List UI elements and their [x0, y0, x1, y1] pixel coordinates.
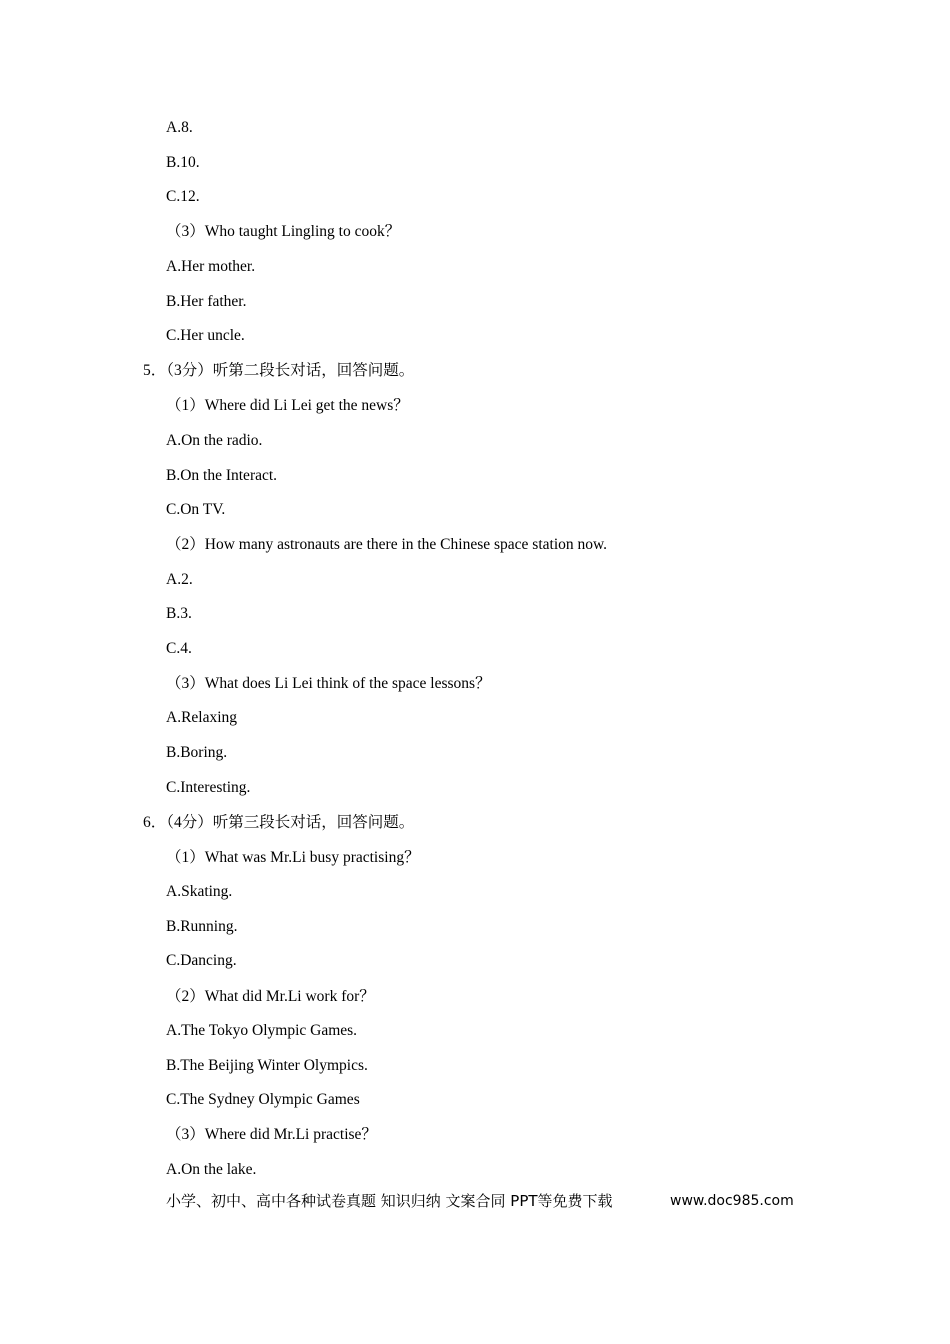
option-b: B.The Beijing Winter Olympics. [166, 1057, 368, 1074]
sub-question: （3）Who taught Lingling to cook？ [166, 223, 401, 240]
sub-question: （1）What was Mr.Li busy practising？ [166, 849, 420, 866]
option-b: B.On the Interact. [166, 467, 278, 484]
sub-question: （3）What does Li Lei think of the space lessons？ [166, 675, 491, 692]
option-a: A.Relaxing [166, 709, 238, 726]
page-footer [166, 1190, 806, 1212]
option-a: A.Her mother. [166, 258, 256, 275]
option-a: A.The Tokyo Olympic Games. [166, 1022, 358, 1039]
option-b: B.Running. [166, 918, 238, 935]
option-b: B.10. [166, 154, 200, 171]
option-a: A.On the radio. [166, 432, 263, 449]
option-b: B.3. [166, 605, 192, 622]
sub-question: （2）What did Mr.Li work for？ [166, 988, 375, 1005]
sub-question: （2）How many astronauts are there in the Chinese space station now. [166, 536, 608, 553]
option-a: A.On the lake. [166, 1161, 257, 1178]
footer-link[interactable]: www.doc985.com [670, 1193, 794, 1209]
option-c: C.The Sydney Olympic Games [166, 1091, 360, 1108]
option-a: A.2. [166, 571, 193, 588]
option-c: C.Dancing. [166, 952, 237, 969]
option-a: A.Skating. [166, 883, 233, 900]
footer-text: 小学、初中、高中各种试卷真题 知识归纳 文案合同 PPT等免费下载 [166, 1192, 613, 1210]
option-c: C.On TV. [166, 501, 226, 518]
option-b: B.Boring. [166, 744, 228, 761]
option-a: A.8. [166, 119, 193, 136]
option-c: C.12. [166, 188, 200, 205]
sub-question: （1）Where did Li Lei get the news？ [166, 397, 409, 414]
option-c: C.4. [166, 640, 192, 657]
option-b: B.Her father. [166, 293, 247, 310]
question-heading: 6．（4分）听第三段长对话，回答问题。 [143, 814, 415, 831]
option-c: C.Her uncle. [166, 327, 245, 344]
question-heading: 5．（3分）听第二段长对话，回答问题。 [143, 362, 415, 379]
option-c: C.Interesting. [166, 779, 251, 796]
sub-question: （3）Where did Mr.Li practise？ [166, 1126, 377, 1143]
